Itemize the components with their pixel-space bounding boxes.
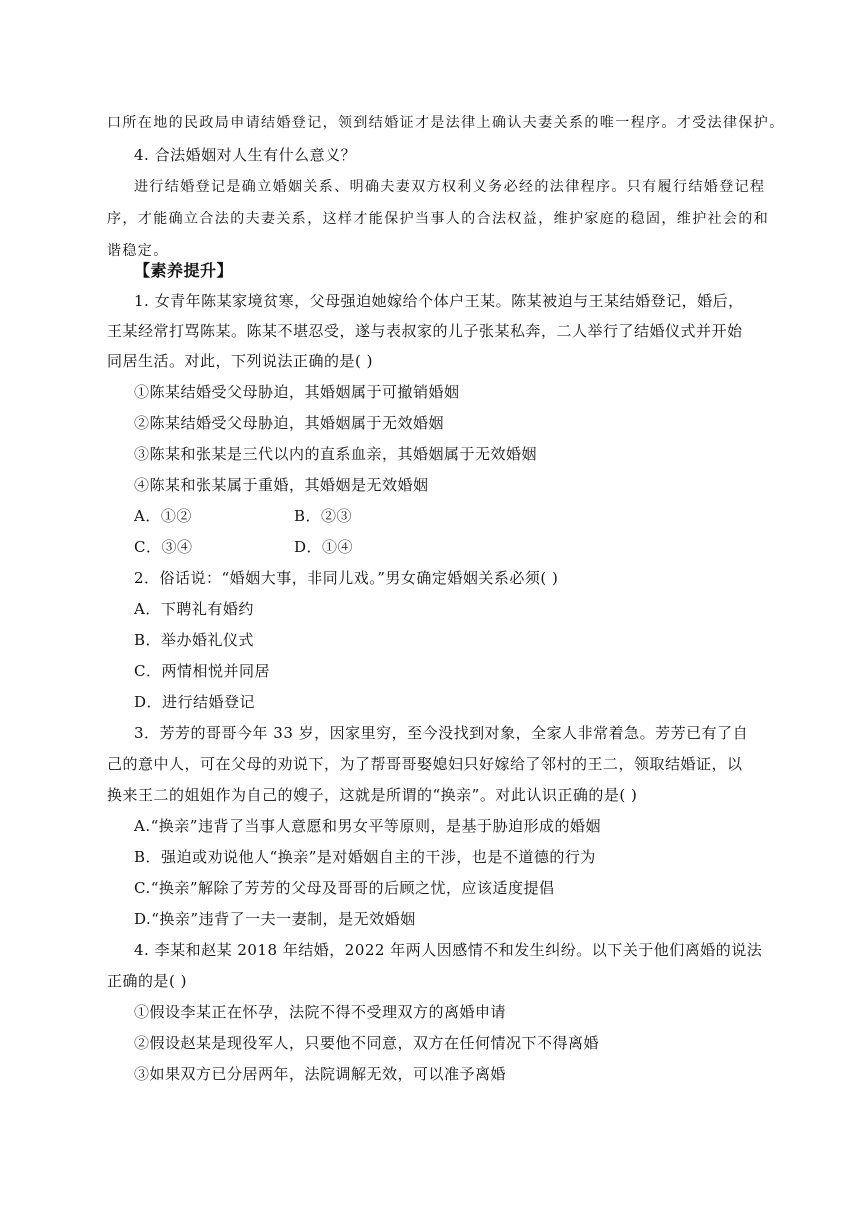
option: D.“换亲”违背了一夫一妻制，是无效婚姻 xyxy=(134,910,416,928)
option: B．举办婚礼仪式 xyxy=(134,631,255,649)
statement: ①假设李某正在怀孕，法院不得不受理双方的离婚申请 xyxy=(134,1003,507,1021)
question-stem: 王某经常打骂陈某。陈某不堪忍受，遂与表叔家的儿子张某私奔，二人举行了结婚仪式并开始 xyxy=(107,322,743,340)
question-stem: 同居生活。对此，下列说法正确的是( ) xyxy=(107,352,373,370)
answer-line: 序，才能确立合法的夫妻关系，这样才能保护当事人的合法权益，维护家庭的稳固，维护社会的和 xyxy=(107,211,770,227)
question-stem: 3．芳芳的哥哥今年 33 岁，因家里穷，至今没找到对象，全家人非常着急。芳芳已有了自 xyxy=(134,724,749,742)
option: C．两情相悦并同居 xyxy=(134,662,270,680)
question-stem: 4. 李某和赵某 2018 年结婚，2022 年两人因感情不和发生纠纷。以下关于他们离婚的说法 xyxy=(134,941,763,959)
question-stem: 正确的是( ) xyxy=(107,972,187,990)
section-heading: 【素养提升】 xyxy=(134,261,234,280)
option: C.“换亲”解除了芳芳的父母及哥哥的后顾之忧，应该适度提倡 xyxy=(134,879,555,897)
option: D．①④ xyxy=(294,538,354,556)
option: B．强迫或劝说他人“换亲”是对婚姻自主的干涉，也是不道德的行为 xyxy=(134,848,596,866)
statement: ②假设赵某是现役军人，只要他不同意，双方在任何情况下不得离婚 xyxy=(134,1034,600,1052)
answer-line: 谐稳定。 xyxy=(107,243,169,259)
question-stem: 换来王二的姐姐作为自己的嫂子，这就是所谓的“换亲”。对此认识正确的是( ) xyxy=(107,786,638,804)
statement: ②陈某结婚受父母胁迫，其婚姻属于无效婚姻 xyxy=(134,414,445,432)
question-4-title: 4. 合法婚姻对人生有什么意义？ xyxy=(134,146,357,164)
statement: ①陈某结婚受父母胁迫，其婚姻属于可撤销婚姻 xyxy=(134,383,460,401)
option: B．②③ xyxy=(294,507,353,525)
answer-line: 进行结婚登记是确立婚姻关系、明确夫妻双方权利义务必经的法律程序。只有履行结婚登记程 xyxy=(134,179,766,195)
question-stem: 己的意中人，可在父母的劝说下，为了帮哥哥娶媳妇只好嫁给了邻村的王二，领取结婚证，以 xyxy=(107,755,743,773)
option: A.“换亲”违背了当事人意愿和男女平等原则，是基于胁迫形成的婚姻 xyxy=(134,817,601,835)
prev-answer-line: 口所在地的民政局申请结婚登记，领到结婚证才是法律上确认夫妻关系的唯一程序。才受法律保护。 xyxy=(107,115,785,131)
option: A．下聘礼有婚约 xyxy=(134,600,254,618)
statement: ③陈某和张某是三代以内的直系血亲，其婚姻属于无效婚姻 xyxy=(134,445,538,463)
option: C．③④ xyxy=(134,538,193,556)
option: A．①② xyxy=(134,507,192,525)
option: D．进行结婚登记 xyxy=(134,693,256,711)
question-stem: 2．俗话说：“婚姻大事，非同儿戏。”男女确定婚姻关系必须( ) xyxy=(134,569,559,587)
statement: ④陈某和张某属于重婚，其婚姻是无效婚姻 xyxy=(134,476,429,494)
statement: ③如果双方已分居两年，法院调解无效，可以准予离婚 xyxy=(134,1065,507,1083)
question-stem: 1. 女青年陈某家境贫寒，父母强迫她嫁给个体户王某。陈某被迫与王某结婚登记，婚后， xyxy=(134,292,744,310)
